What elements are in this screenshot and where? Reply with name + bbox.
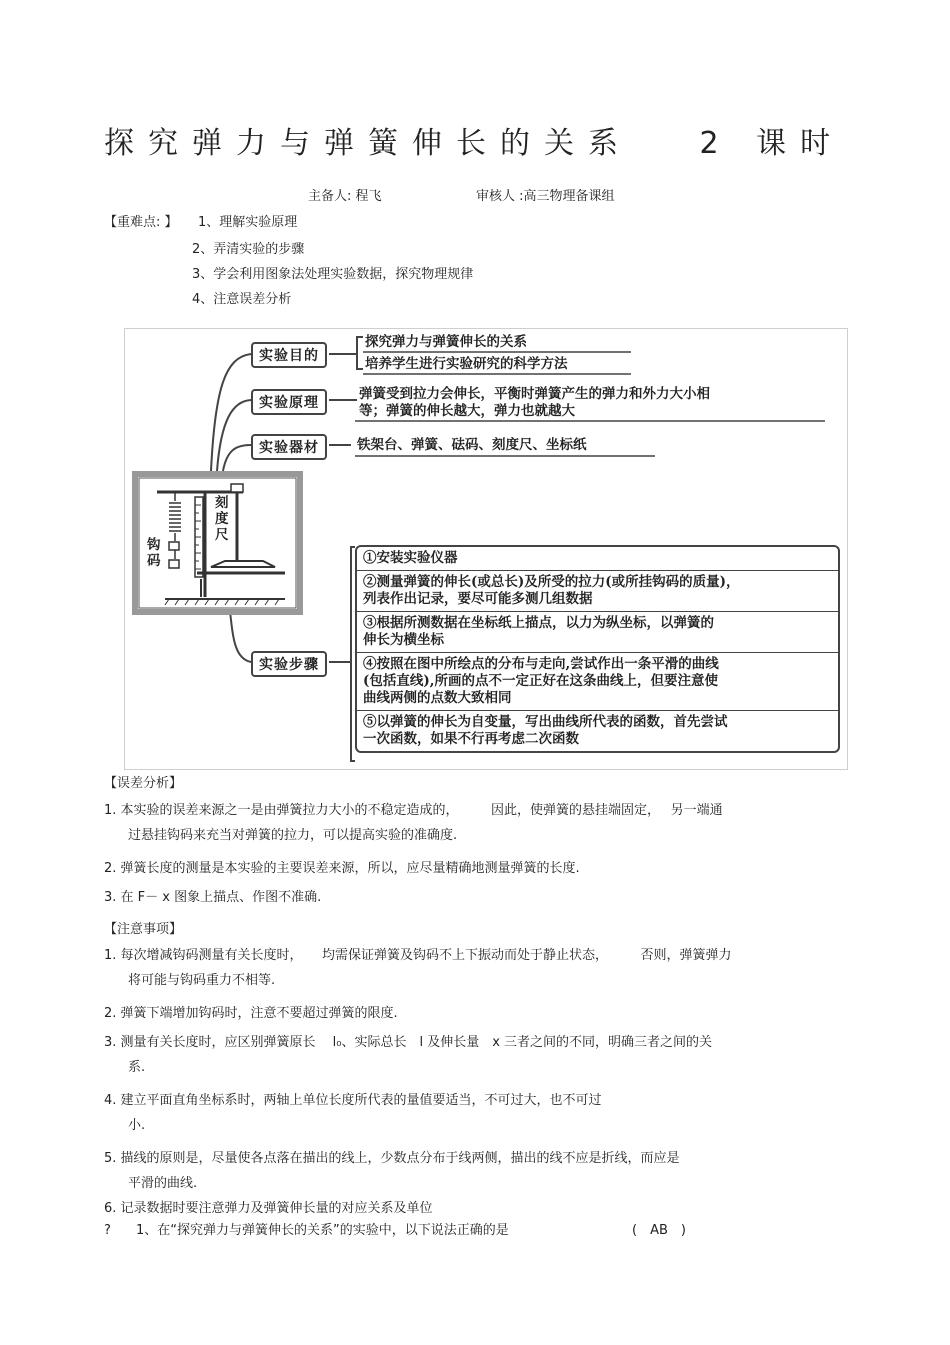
list-item: 3. 在 F－ x 图象上描点、作图不准确. — [104, 890, 322, 905]
principle-line: 等；弹簧的伸长越大，弹力也就越大 — [359, 403, 575, 419]
steps-category: 实验步骤 — [251, 651, 327, 677]
error-analysis-list — [104, 798, 723, 910]
reviewer-line: 审核人 :高三物理备课组 — [476, 189, 615, 204]
list-item: 1. 本实验的误差来源之一是由弹簧拉力大小的不稳定造成的， 因此，使弹簧的悬挂端固定， 另一端通 — [104, 803, 723, 818]
principle-line: 弹簧受到拉力会伸长，平衡时弹簧产生的弹力和外力大小相 — [359, 386, 710, 402]
step-item: ①安装实验仪器 — [357, 547, 838, 571]
step-item: ④按照在图中所绘点的分布与走向,尝试作出一条平滑的曲线 (包括直线),所画的点不一定正好在这条曲线上，但要注意使 曲线两侧的点数大致相同 — [357, 653, 838, 711]
experiment-mindmap — [124, 328, 848, 770]
purpose-line: 探究弹力与弹簧伸长的关系 — [365, 334, 527, 350]
list-item: 平滑的曲线. — [128, 1176, 198, 1191]
purpose-line: 培养学生进行实验研究的科学方法 — [365, 356, 568, 372]
error-analysis-heading: 【误差分析】 — [104, 776, 183, 791]
question-answer: ( AB ) — [632, 1223, 686, 1238]
step-item: ②测量弹簧的伸长(或总长)及所受的拉力(或所挂钩码的质量)， 列表作出记录，要尽可能多测几组数据 — [357, 571, 838, 612]
page-title: 探究弹力与弹簧伸长的关系 2 课时 — [104, 126, 845, 161]
list-item: 2. 弹簧长度的测量是本实验的主要误差来源，所以，应尽量精确地测量弹簧的长度. — [104, 861, 580, 876]
list-item: 2. 弹簧下端增加钩码时，注意不要超过弹簧的限度. — [104, 1006, 398, 1021]
author-line: 主备人: 程飞 — [308, 189, 382, 204]
principle-category: 实验原理 — [251, 389, 327, 415]
question-text: 1、在“探究弹力与弹簧伸长的关系”的实验中，以下说法正确的是 — [136, 1223, 509, 1238]
question-marker: ? — [104, 1223, 111, 1238]
key-point-item: 4、注意误差分析 — [192, 292, 292, 307]
list-item: 小. — [128, 1118, 146, 1133]
notes-heading: 【注意事项】 — [104, 922, 183, 937]
weight-label: 钩码 — [147, 537, 161, 569]
key-point-item: 1、理解实验原理 — [198, 215, 298, 230]
purpose-category: 实验目的 — [251, 342, 327, 368]
key-point-item: 2、弄清实验的步骤 — [192, 242, 305, 257]
notes-list — [104, 943, 732, 1221]
equipment-text: 铁架台、弹簧、砝码、刻度尺、坐标纸 — [357, 437, 587, 453]
ruler-label: 刻度尺 — [215, 495, 229, 543]
list-item: 3. 测量有关长度时，应区别弹簧原长 l₀、实际总长 l 及伸长量 x 三者之间的不同，明确三者之间的关 — [104, 1035, 713, 1050]
key-point-item: 3、学会利用图象法处理实验数据，探究物理规律 — [192, 267, 474, 282]
steps-list — [355, 545, 840, 753]
equipment-category: 实验器材 — [251, 434, 327, 460]
list-item: 1. 每次增减钩码测量有关长度时， 均需保证弹簧及钩码不上下振动而处于静止状态， 否则，弹簧弹力 — [104, 948, 732, 963]
step-item: ⑤以弹簧的伸长为自变量，写出曲线所代表的函数，首先尝试 一次函数，如果不行再考虑二次函数 — [363, 714, 728, 747]
key-points-label: 【重难点: 】 — [104, 215, 178, 230]
list-item: 将可能与钩码重力不相等. — [128, 973, 276, 988]
list-item: 系. — [128, 1060, 146, 1075]
list-item: 过悬挂钩码来充当对弹簧的拉力，可以提高实验的准确度. — [128, 828, 458, 843]
list-item: 6. 记录数据时要注意弹力及弹簧伸长量的对应关系及单位 — [104, 1201, 433, 1216]
step-item: ③根据所测数据在坐标纸上描点，以力为纵坐标，以弹簧的 伸长为横坐标 — [357, 612, 838, 653]
list-item: 5. 描线的原则是，尽量使各点落在描出的线上，少数点分布于线两侧，描出的线不应是折线，而应是 — [104, 1151, 680, 1166]
list-item: 4. 建立平面直角坐标系时，两轴上单位长度所代表的量值要适当，不可过大，也不可过 — [104, 1093, 602, 1108]
